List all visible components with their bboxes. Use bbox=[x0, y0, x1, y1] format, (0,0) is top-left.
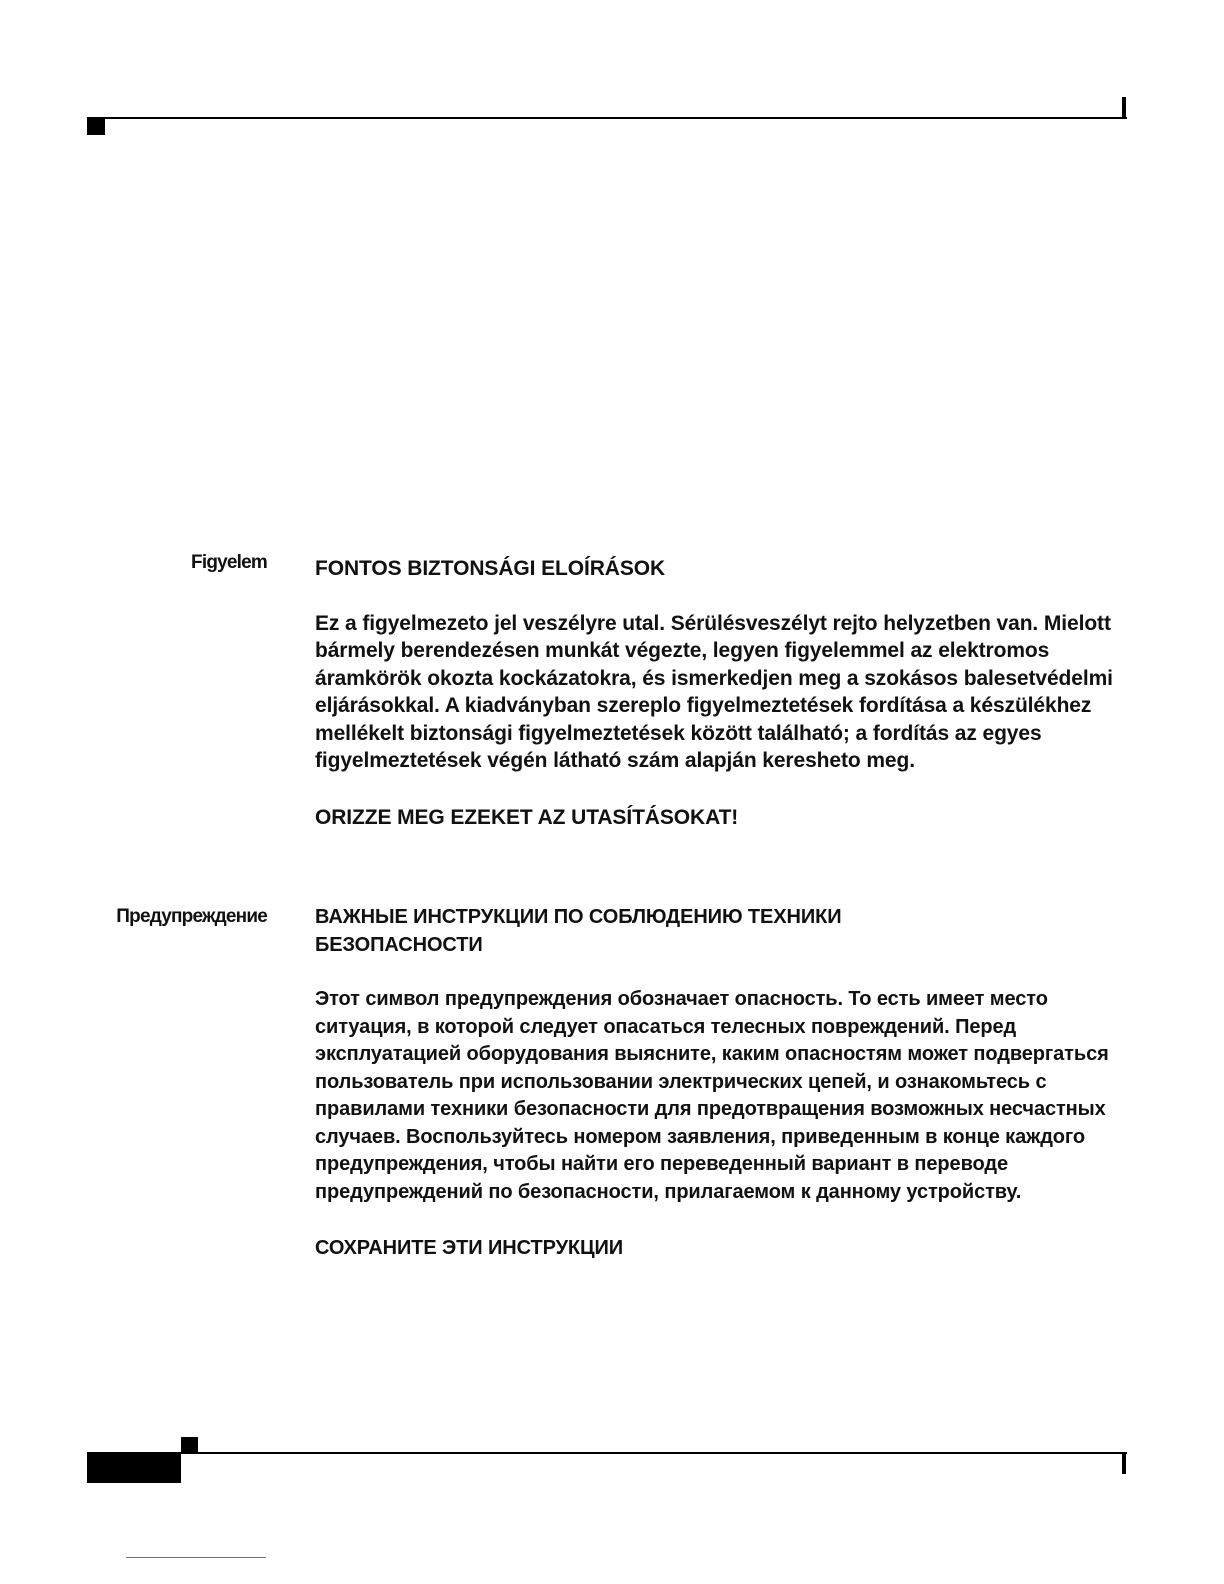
warning-section-russian bbox=[315, 904, 1115, 1263]
warning-section-hungarian bbox=[315, 555, 1135, 831]
warning-body: Ez a figyelmezeto jel veszélyre utal. Sérülésveszélyt rejto helyzetben van. Mielott bármely berendezésen munkát végezte, legyen figyelemmel az elektromos áramkörök okozta kockázatokra, és ismerkedjen meg a szokásos balesetvédelmi eljárásokkal. A kiadványban szereplo figyelmeztetések fordítása a készülékhez mellékelt biztonsági figyelmeztetések között található; a fordítás az egyes figyelmeztetések végén látható szám alapján keresheto meg. bbox=[315, 611, 1113, 772]
warning-label-hungarian: Figyelem bbox=[191, 552, 267, 573]
header-left-marker bbox=[87, 119, 105, 135]
footer-link-underline[interactable] bbox=[126, 1557, 266, 1558]
warning-closing: ORIZZE MEG EZEKET AZ UTASÍTÁSOKAT! bbox=[315, 805, 739, 829]
footer-small-marker bbox=[181, 1437, 198, 1452]
warning-title: FONTOS BIZTONSÁGI ELOÍRÁSOK bbox=[315, 557, 666, 580]
footer-rule bbox=[181, 1452, 1127, 1454]
footer-right-tick bbox=[1122, 1454, 1126, 1474]
warning-body: Этот символ предупреждения обозначает опасность. То есть имеет место ситуация, в которой следует опасаться телесных повреждений. Перед эксплуатацией оборудования выясните, каким опасностям может подвергаться пользователь при использовании электрических цепей, и ознакомьтесь с правилами техники безопасности для предотвращения возможных несчастных случаев. Воспользуйтесь номером заявления, приведенным в конце каждого предупреждения, чтобы найти его переведенный вариант в переводе предупреждений по безопасности, прилагаемом к данному устройству. bbox=[315, 988, 1109, 1203]
header-rule bbox=[87, 117, 1127, 119]
warning-label-russian: Предупреждение bbox=[116, 906, 267, 927]
warning-title: ВАЖНЫЕ ИНСТРУКЦИИ ПО СОБЛЮДЕНИЮ ТЕХНИКИ БЕЗОПАСНОСТИ bbox=[315, 906, 842, 956]
header-right-tick bbox=[1122, 97, 1126, 118]
warning-closing: СОХРАНИТЕ ЭТИ ИНСТРУКЦИИ bbox=[315, 1237, 624, 1259]
footer-page-tab bbox=[87, 1452, 181, 1483]
